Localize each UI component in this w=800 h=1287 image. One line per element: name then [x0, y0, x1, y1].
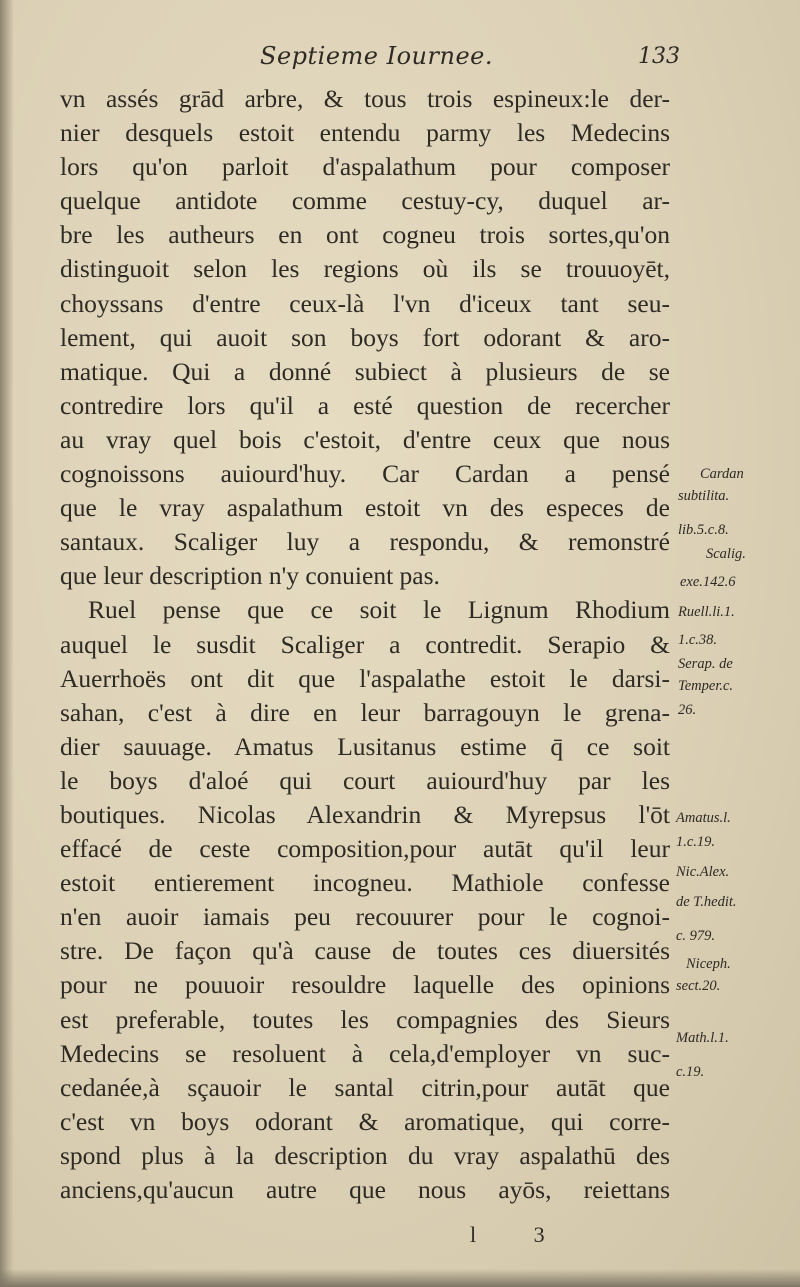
text-line: le boys d'aloé qui court auiourd'huy par les: [60, 765, 670, 795]
text-line: n'en auoir iamais peu recouurer pour le cognoi-: [60, 902, 670, 932]
text-line: choyssans d'entre ceux-là l'vn d'iceux tant seu-: [60, 288, 670, 318]
body-text: [60, 82, 670, 1207]
text-line: sahan, c'est à dire en leur barragouyn le grena-: [60, 697, 670, 727]
margin-note: de T.hedit.: [676, 894, 737, 910]
text-line: bre les autheurs en ont cogneu trois sortes,qu'on: [60, 220, 670, 250]
margin-note: 1.c.38.: [678, 632, 718, 648]
text-line: dier sauuage. Amatus Lusitanus estime q̄ ce soit: [60, 731, 670, 761]
margin-note: c.19.: [676, 1064, 705, 1080]
text-line: c'est vn boys odorant & aromatique, qui corre-: [60, 1106, 670, 1136]
margin-note: Niceph.: [686, 956, 731, 972]
margin-note: Serap. de: [678, 656, 733, 672]
text-line: pour ne pouuoir resouldre laquelle des opinions: [60, 970, 670, 1000]
text-line: lors qu'on parloit d'aspalathum pour composer: [60, 152, 670, 182]
text-line: cedanée,à sçauoir le santal citrin,pour autāt que: [60, 1072, 670, 1102]
margin-note: Nic.Alex.: [676, 864, 730, 880]
text-line: cognoissons auiourd'huy. Car Cardan a pensé: [60, 459, 670, 489]
margin-note: 1.c.19.: [676, 834, 716, 850]
text-line: quelque antidote comme cestuy-cy, duquel ar-: [60, 186, 670, 216]
page-header: [60, 42, 680, 82]
catchword: l 3: [470, 1222, 571, 1247]
text-line: lement, qui auoit son boys fort odorant & aro-: [60, 322, 670, 352]
page-number: 133: [638, 44, 680, 69]
margin-note: Ruell.li.1.: [678, 604, 735, 620]
margin-note: Math.l.1.: [676, 1030, 729, 1046]
text-line: que leur description n'y conuient pas.: [60, 561, 440, 591]
text-line: boutiques. Nicolas Alexandrin & Myrepsus l'ōt: [60, 799, 670, 829]
margin-note: 26.: [678, 702, 697, 718]
text-line: nier desquels estoit entendu parmy les Medecins: [60, 118, 670, 148]
text-line: contredire lors qu'il a esté question de recercher: [60, 390, 670, 420]
text-line: Ruel pense que ce soit le Lignum Rhodium: [88, 595, 670, 625]
margin-note: Cardan: [700, 466, 744, 482]
margin-note: sect.20.: [676, 978, 721, 994]
margin-note: Temper.c.: [678, 678, 734, 694]
margin-note: Amatus.l.: [676, 810, 731, 826]
text-line: est preferable, toutes les compagnies des Sieurs: [60, 1004, 670, 1034]
text-line: au vray quel bois c'estoit, d'entre ceux que nous: [60, 424, 670, 454]
margin-note: subtilita.: [678, 488, 730, 504]
running-title: Septieme Iournee.: [260, 42, 493, 70]
text-line: effacé de ceste composition,pour autāt qu'il leur: [60, 834, 670, 864]
text-line: anciens,qu'aucun autre que nous ayōs, reiettans: [60, 1175, 670, 1204]
text-line: spond plus à la description du vray aspalathū des: [60, 1140, 670, 1170]
margin-note: c. 979.: [676, 928, 716, 944]
text-line: auquel le susdit Scaliger a contredit. Serapio &: [60, 629, 670, 659]
margin-note: Scalig.: [706, 546, 746, 562]
text-line: Auerrhoës ont dit que l'aspalathe estoit le darsi-: [60, 663, 670, 693]
text-line: que le vray aspalathum estoit vn des especes de: [60, 493, 670, 523]
margin-note: exe.142.6: [680, 574, 736, 590]
text-line: distinguoit selon les regions où ils se trouuoyēt,: [60, 254, 670, 284]
margin-note: lib.5.c.8.: [678, 522, 729, 538]
text-line: matique. Qui a donné subiect à plusieurs de se: [60, 356, 670, 386]
text-line: vn assés grād arbre, & tous trois espineux:le der-: [60, 84, 670, 113]
text-line: santaux. Scaliger luy a respondu, & remonstré: [60, 527, 670, 557]
text-line: stre. De façon qu'à cause de toutes ces diuersités: [60, 936, 670, 966]
text-line: estoit entierement incogneu. Mathiole confesse: [60, 868, 670, 898]
text-line: Medecins se resoluent à cela,d'employer vn suc-: [60, 1038, 670, 1068]
